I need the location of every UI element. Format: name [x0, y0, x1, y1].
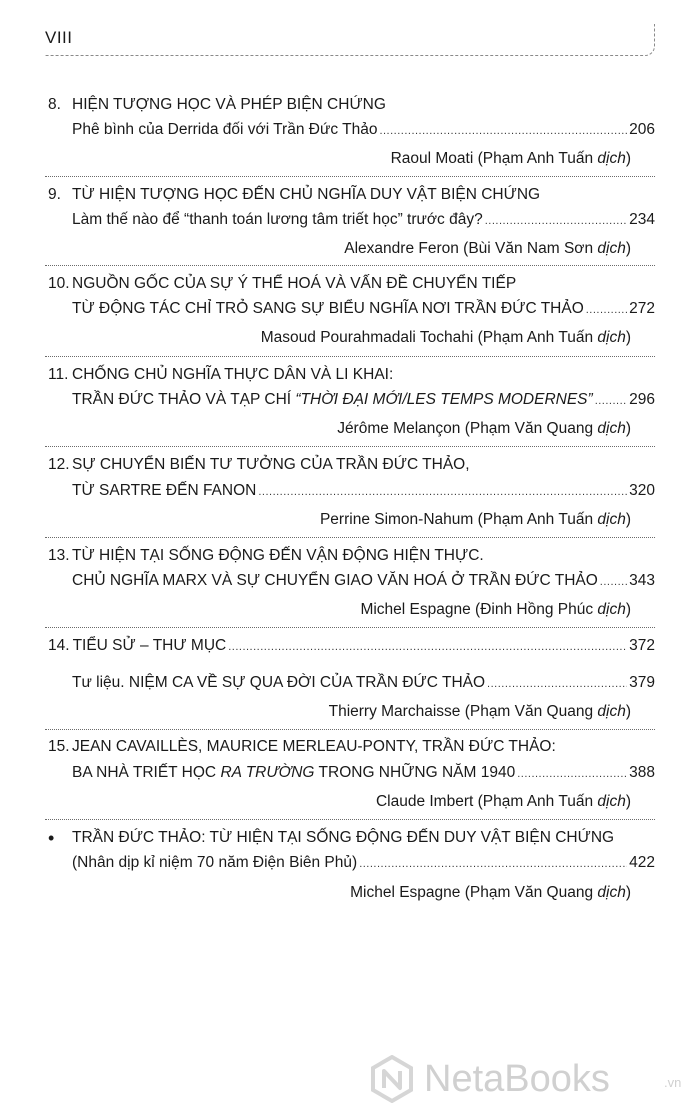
toc-entry-10-title	[45, 273, 655, 295]
entry-number: 12.	[48, 456, 70, 473]
page-ref: 372	[629, 637, 655, 654]
page-ref: 379	[629, 674, 655, 691]
toc-entry-8-title	[45, 94, 655, 116]
entry-heading: 14. TIỂU SỬ – THƯ MỤC	[48, 637, 227, 654]
entry-author: Thierry Marchaisse (Phạm Văn Quang dịch)	[328, 703, 631, 720]
entry-subtitle: Làm thế nào để “thanh toán lương tâm triết học” trước đây?	[72, 211, 483, 228]
entry-author: Raoul Moati (Phạm Anh Tuấn dịch)	[390, 150, 631, 167]
entry-author: Jérôme Melançon (Phạm Văn Quang dịch)	[337, 420, 631, 437]
bullet-icon: •	[48, 828, 55, 848]
entry-heading: JEAN CAVAILLÈS, MAURICE MERLEAU-PONTY, TRẦN ĐỨC THẢO:	[72, 738, 556, 755]
entry-author: Michel Espagne (Đinh Hồng Phúc dịch)	[360, 601, 631, 618]
separator	[45, 819, 655, 820]
entry-heading: HIỆN TƯỢNG HỌC VÀ PHÉP BIỆN CHỨNG	[72, 96, 386, 113]
dot-leader	[600, 570, 627, 592]
toc-entry-14-line[interactable]	[72, 672, 655, 694]
entry-heading: TRẦN ĐỨC THẢO: TỪ HIỆN TẠI SỐNG ĐỘNG ĐẾN DUY VẬT BIỆN CHỨNG	[72, 829, 615, 846]
dot-leader	[485, 209, 627, 231]
separator	[45, 356, 655, 357]
page-ref: 296	[629, 391, 655, 408]
toc-entry-14-title[interactable]	[45, 635, 655, 657]
dot-leader	[359, 852, 627, 874]
entry-subtitle: TỪ ĐỘNG TÁC CHỈ TRỎ SANG SỰ BIỂU NGHĨA NƠI TRẦN ĐỨC THẢO	[72, 300, 584, 317]
entry-subtitle: (Nhân dịp kỉ niệm 70 năm Điện Biên Phủ)	[72, 854, 358, 871]
toc-entry-8-line[interactable]	[72, 119, 655, 141]
toc-entry-bullet-line[interactable]	[72, 852, 655, 874]
entry-number: 9.	[48, 186, 61, 203]
dot-leader	[586, 298, 627, 320]
dot-leader	[258, 480, 627, 502]
toc-entry-9-line[interactable]	[72, 209, 655, 231]
toc-entry-15-title	[45, 736, 655, 758]
dot-leader	[517, 762, 627, 784]
entry-heading: SỰ CHUYỂN BIẾN TƯ TƯỞNG CỦA TRẦN ĐỨC THẢO,	[72, 456, 470, 473]
entry-subtitle: TỪ SARTRE ĐẾN FANON	[72, 482, 257, 499]
entry-number: 11.	[48, 366, 69, 383]
page-ref: 272	[629, 300, 655, 317]
entry-heading: CHỐNG CHỦ NGHĨA THỰC DÂN VÀ LI KHAI:	[72, 366, 394, 383]
toc-entry-10-line[interactable]	[72, 298, 655, 320]
separator	[45, 265, 655, 266]
entry-subtitle: Tư liệu. NIỆM CA VỀ SỰ QUA ĐỜI CỦA TRẦN ĐỨC THẢO	[72, 674, 486, 691]
separator	[45, 446, 655, 447]
entry-subtitle: BA NHÀ TRIẾT HỌC RA TRƯỜNG TRONG NHỮNG NĂM 1940	[72, 764, 516, 781]
page-ref: 343	[629, 572, 655, 589]
dot-leader	[228, 635, 627, 657]
entry-author: Claude Imbert (Phạm Anh Tuấn dịch)	[375, 793, 631, 810]
watermark	[368, 1055, 688, 1105]
page-ref: 422	[629, 854, 655, 871]
page-ref: 206	[629, 121, 655, 138]
toc-entry-13-line[interactable]	[72, 570, 655, 592]
toc-entry-11-title	[45, 364, 655, 386]
page-ref: 234	[629, 211, 655, 228]
entry-number: 15.	[48, 738, 70, 755]
entry-subtitle: TRẦN ĐỨC THẢO VÀ TẠP CHÍ “THỜI ĐẠI MỚI/LES TEMPS MODERNES”	[72, 391, 593, 408]
dot-leader	[379, 119, 627, 141]
toc-entry-12-title	[45, 454, 655, 476]
page-number: VIII	[45, 28, 73, 47]
toc-entry-15-line[interactable]	[72, 762, 655, 784]
toc-entry-bullet-title	[45, 827, 655, 849]
dot-leader	[595, 389, 627, 411]
page-ref: 388	[629, 764, 655, 781]
separator	[45, 627, 655, 628]
page-header	[45, 24, 655, 56]
page-ref: 320	[629, 482, 655, 499]
separator	[45, 176, 655, 177]
entry-subtitle: Phê bình của Derrida đối với Trần Đức Thảo	[72, 121, 378, 138]
watermark-suffix: .vn	[664, 1075, 682, 1090]
entry-heading: TỪ HIỆN TƯỢNG HỌC ĐẾN CHỦ NGHĨA DUY VẬT BIỆN CHỨNG	[72, 186, 541, 203]
entry-author: Masoud Pourahmadali Tochahi (Phạm Anh Tuấn dịch)	[260, 329, 631, 346]
entry-heading: NGUỒN GỐC CỦA SỰ Ý THỂ HOÁ VÀ VẤN ĐỀ CHUYỂN TIẾP	[72, 275, 517, 292]
entry-number: 8.	[48, 96, 61, 113]
toc-entry-11-line[interactable]	[72, 389, 655, 411]
toc-entry-12-line[interactable]	[72, 480, 655, 502]
entry-heading: TỪ HIỆN TẠI SỐNG ĐỘNG ĐẾN VẬN ĐỘNG HIỆN THỰC.	[72, 547, 484, 564]
entry-author: Alexandre Feron (Bùi Văn Nam Sơn dịch)	[344, 240, 631, 257]
watermark-brand: NetaBooks	[424, 1058, 610, 1100]
separator	[45, 729, 655, 730]
entry-subtitle: CHỦ NGHĨA MARX VÀ SỰ CHUYỂN GIAO VĂN HOÁ Ở TRẦN ĐỨC THẢO	[72, 572, 598, 589]
entry-number: 10.	[48, 275, 70, 292]
dot-leader	[487, 672, 627, 694]
toc-entry-9-title	[45, 184, 655, 206]
entry-author: Perrine Simon-Nahum (Phạm Anh Tuấn dịch)	[319, 511, 631, 528]
separator	[45, 537, 655, 538]
toc-entry-13-title	[45, 545, 655, 567]
entry-author: Michel Espagne (Phạm Văn Quang dịch)	[350, 884, 631, 901]
netabooks-logo-icon	[368, 1055, 416, 1103]
entry-number: 13.	[48, 547, 70, 564]
